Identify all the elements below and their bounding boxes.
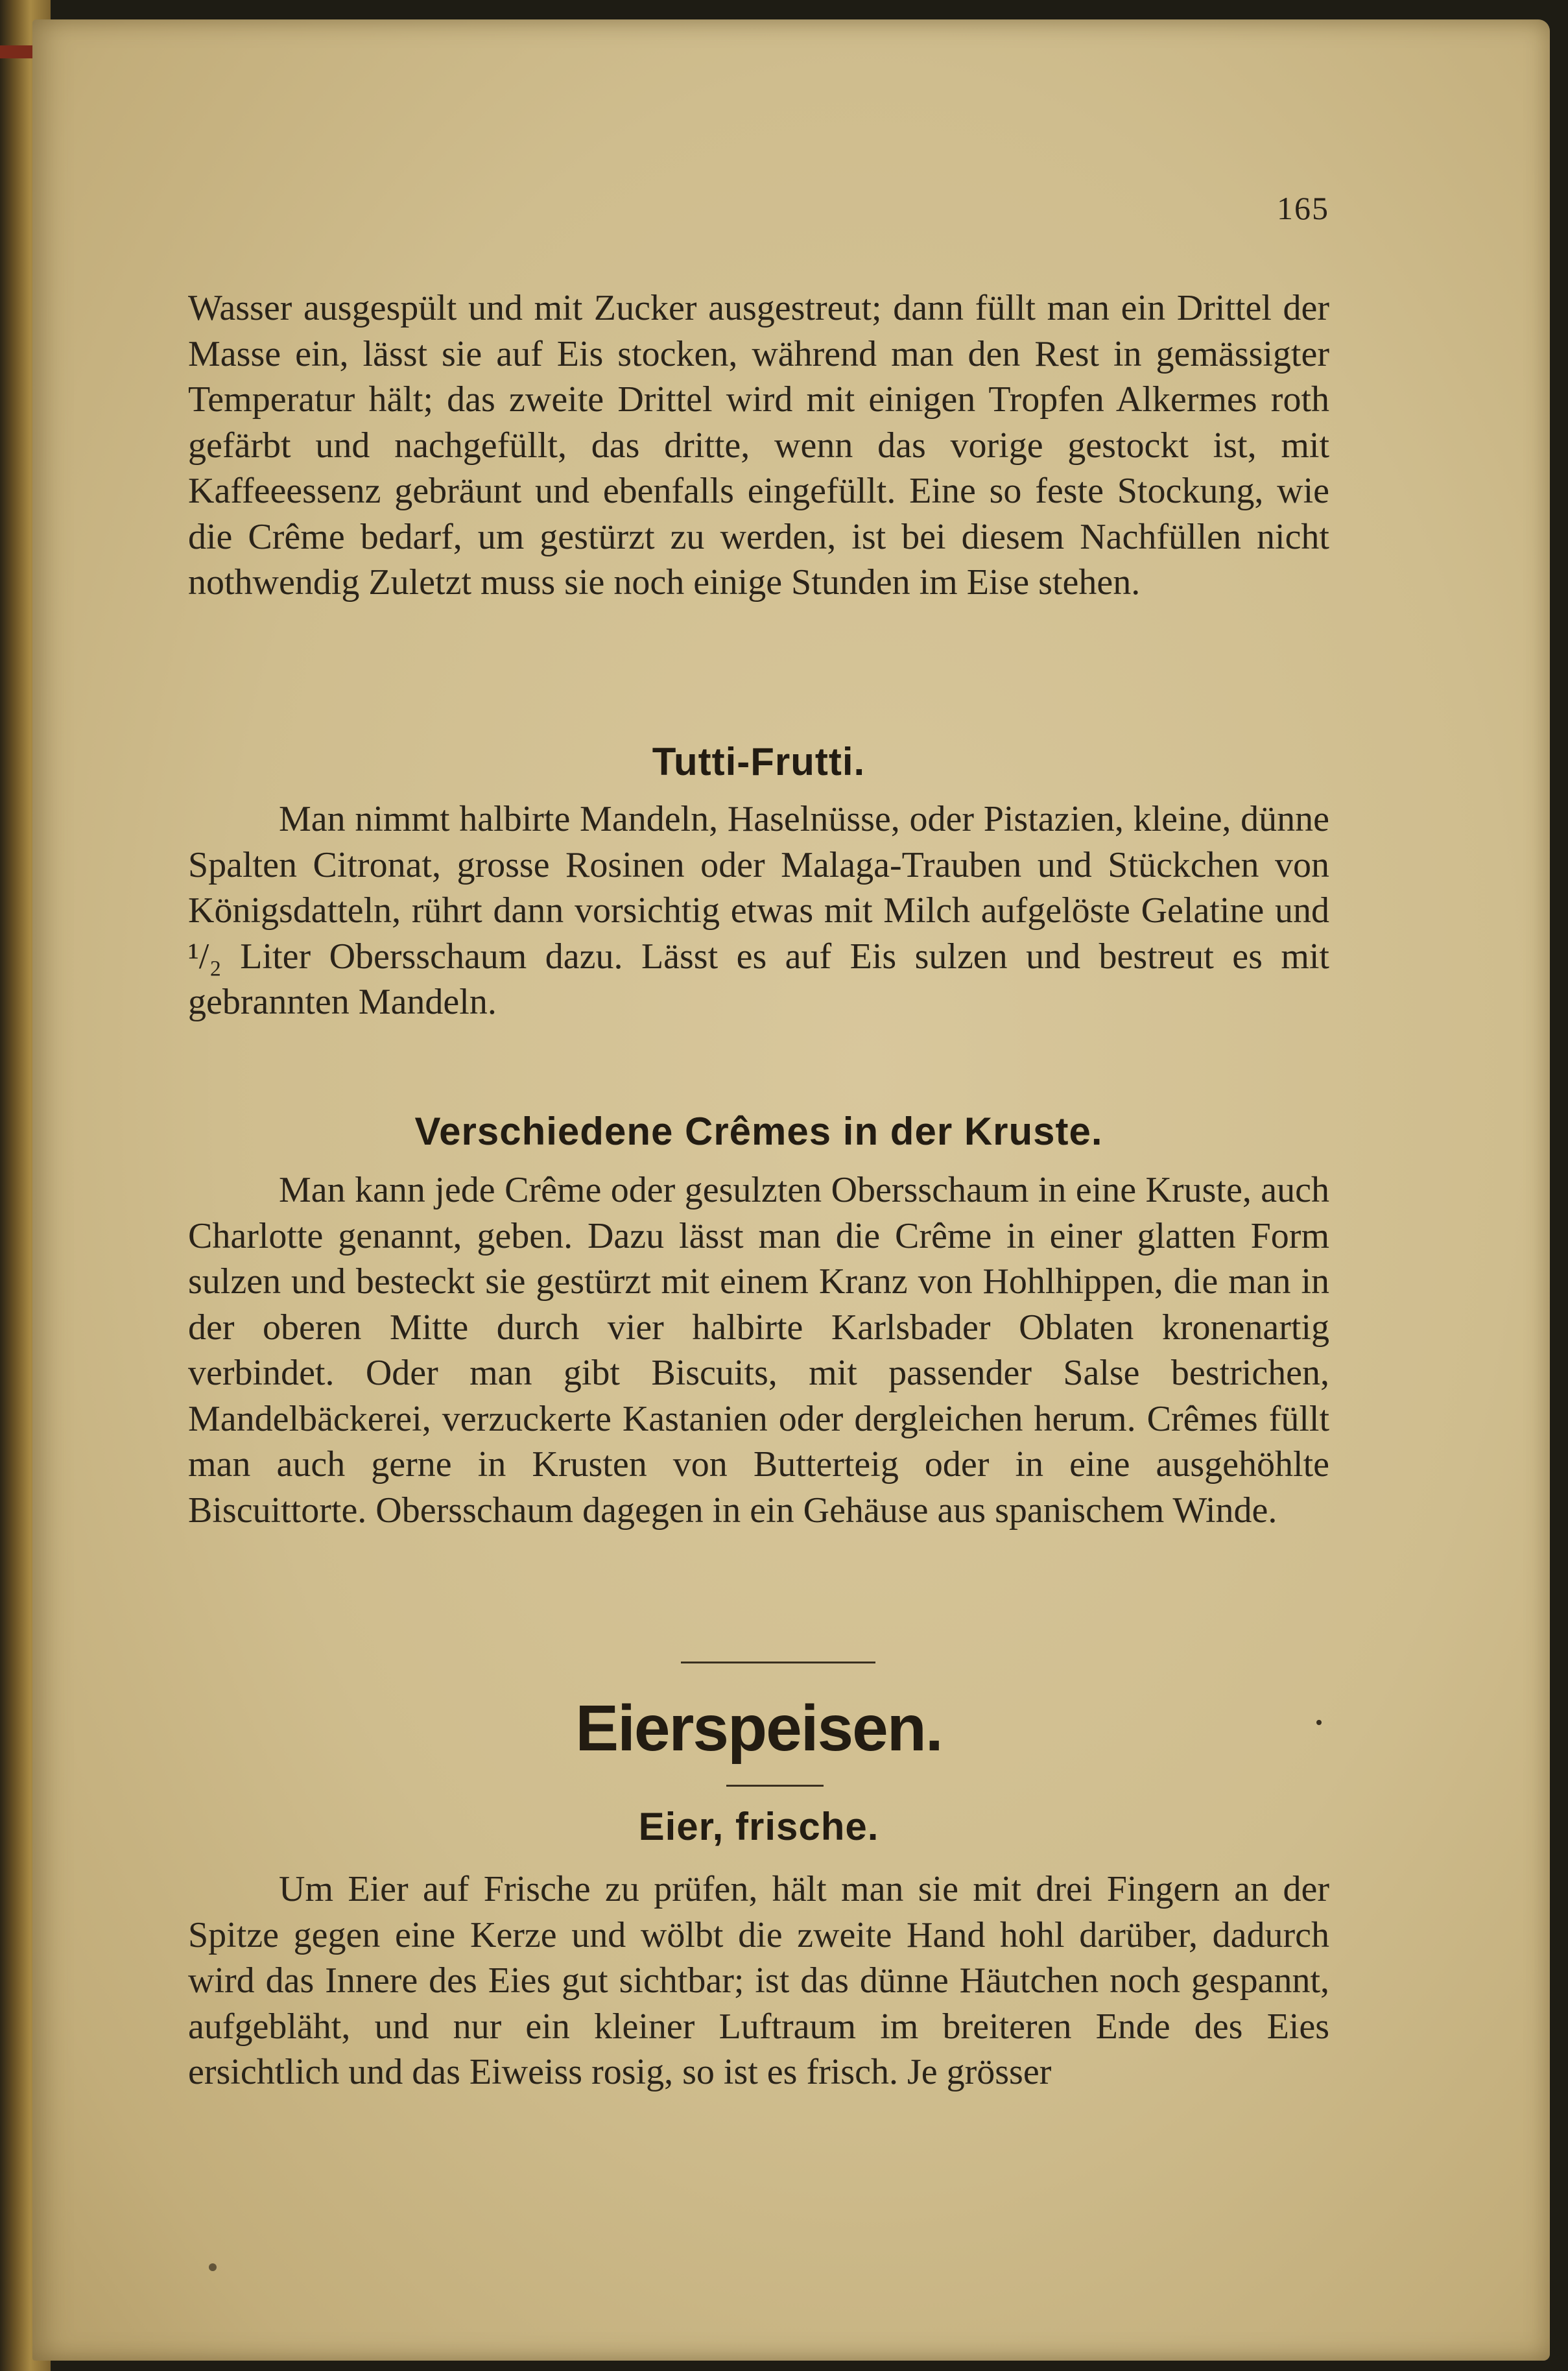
section-heading-cremes-kruste: Verschiedene Crêmes in der Kruste. [414,1110,1103,1153]
chapter-section-heading-block [188,1804,1329,1849]
section-heading-eier-frische: Eier, frische. [638,1805,879,1848]
section-tutti-frutti [188,739,1329,784]
paper-speck [209,2263,217,2271]
chapter-title-block [188,1691,1329,1766]
section-cremes-kruste [188,1109,1329,1154]
page-number: 165 [1277,190,1329,226]
section-body-tutti-frutti: Man nimmt halbirte Mandeln, Haselnüsse, oder Pistazien, kleine, dünne Spalten Citronat, grosse Rosinen oder Malaga-Trauben und Stückchen von Königsdatteln, rührt dann vorsichtig etwas mit Milch aufgelöste Gelatine und ¹/₂ Liter Obersschaum dazu. Lässt es auf Eis sulzen und bestreut es mit gebrannten Mandeln. [188,799,1329,1022]
section-body-cremes-kruste: Man kann jede Crême oder gesulzten Obersschaum in eine Kruste, auch Charlotte genannt, geben. Dazu lässt man die Crême in einer glatten Form sulzen und besteckt sie gestürzt mit einem Kranz von Hohlhippen, die man in der oberen Mitte durch vier halbirte Karlsbader Oblaten kronenartig verbindet. Oder man gibt Biscuits, mit passender Salse bestrichen, Mandelbäckerei, verzuckerte Kastanien oder dergleichen herum. Crêmes füllt man auch gerne in Krusten von Butterteig oder in eine ausgehöhlte Biscuittorte. Obersschaum dagegen in ein Gehäuse aus spanischem Winde. [188,1170,1329,1531]
divider-rule-top [681,1662,875,1663]
section-tutti-frutti-body-block [188,796,1329,1025]
paper-speck [1316,1720,1322,1725]
chapter-section-body-block [188,1866,1329,2095]
continued-paragraph: Wasser ausgespült und mit Zucker ausgestreut; dann füllt man ein Drittel der Masse ein, lässt sie auf Eis stocken, während man den Rest in gemässigter Temperatur hält; das zweite Drittel wird mit einigen Tropfen Alkermes roth gefärbt und nachgefüllt, das dritte, wenn das vorige gestockt ist, mit Kaffeeessenz gebräunt und ebenfalls eingefüllt. Eine so feste Stockung, wie die Crême bedarf, um gestürzt zu werden, ist bei diesem Nachfüllen nicht nothwendig Zuletzt muss sie noch einige Stunden im Eise stehen. [188,288,1329,602]
book-page [32,19,1550,2361]
continued-paragraph-block [188,285,1329,606]
section-heading-tutti-frutti: Tutti-Frutti. [652,740,866,783]
divider-rule-chapter [726,1785,824,1787]
section-cremes-kruste-body-block [188,1167,1329,1533]
section-body-eier-frische: Um Eier auf Frische zu prüfen, hält man sie mit drei Fingern an der Spitze gegen eine Kerze und wölbt die zweite Hand hohl darüber, dadurch wird das Innere des Eies gut sichtbar; ist das dünne Häutchen noch gespannt, aufgebläht, und nur ein kleiner Luftraum im breiteren Ende des Eies ersichtlich und das Eiweiss rosig, so ist es frisch. Je grösser [188,1869,1329,2092]
chapter-title: Eierspeisen. [575,1692,942,1765]
